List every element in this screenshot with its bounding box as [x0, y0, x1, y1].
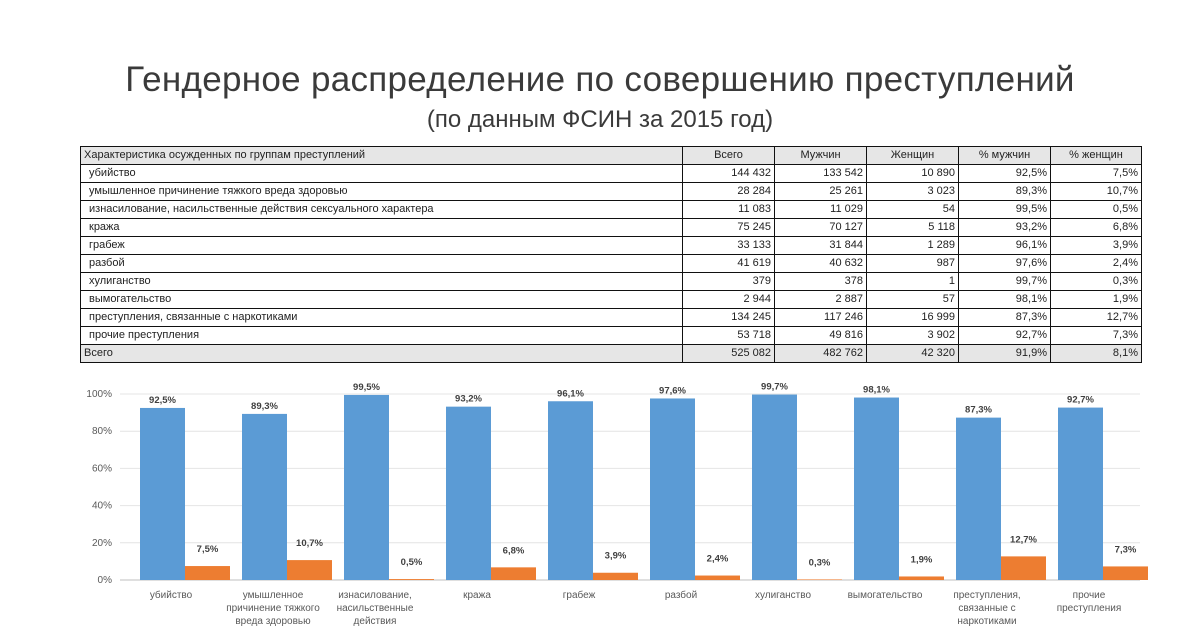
x-tick-label: преступления	[1056, 603, 1122, 614]
row-total: 11 083	[683, 201, 775, 219]
bar-women	[1001, 556, 1046, 580]
row-total: 41 619	[683, 255, 775, 273]
row-women-pct: 1,9%	[1051, 291, 1142, 309]
x-tick-label: действия	[353, 616, 397, 627]
row-name: кража	[81, 219, 683, 237]
row-men: 378	[775, 273, 867, 291]
data-label: 93,2%	[455, 393, 482, 405]
header-women-pct: % женщин	[1051, 147, 1142, 165]
row-men: 25 261	[775, 183, 867, 201]
x-tick-label: изнасилование,	[338, 590, 412, 601]
bar-women	[1103, 566, 1148, 580]
header-total: Всего	[683, 147, 775, 165]
row-total: 379	[683, 273, 775, 291]
row-men-pct: 93,2%	[959, 219, 1051, 237]
x-tick-label: причинение тяжкого	[226, 603, 320, 614]
bar-women	[899, 576, 944, 580]
page-subtitle: (по данным ФСИН за 2015 год)	[426, 106, 774, 133]
table-row	[81, 273, 1142, 291]
row-women-pct: 7,5%	[1051, 165, 1142, 183]
table-row	[81, 327, 1142, 345]
data-label: 99,7%	[761, 381, 788, 393]
row-men: 31 844	[775, 237, 867, 255]
row-women: 3 023	[867, 183, 959, 201]
row-women: 57	[867, 291, 959, 309]
row-name: прочие преступления	[81, 327, 683, 345]
x-tick-label: связанные с	[958, 603, 1016, 614]
total-name: Всего	[81, 345, 683, 363]
data-label: 87,3%	[965, 404, 992, 416]
row-men-pct: 99,7%	[959, 273, 1051, 291]
header-men: Мужчин	[775, 147, 867, 165]
data-table	[80, 146, 1142, 363]
x-tick-label: хулиганство	[754, 590, 812, 601]
row-women-pct: 6,8%	[1051, 219, 1142, 237]
row-total: 33 133	[683, 237, 775, 255]
row-men-pct: 96,1%	[959, 237, 1051, 255]
bar-women	[287, 560, 332, 580]
data-label: 96,1%	[557, 388, 584, 400]
y-tick-label: 60%	[91, 463, 112, 475]
table-total-row	[81, 345, 1142, 363]
table-row	[81, 165, 1142, 183]
row-men: 70 127	[775, 219, 867, 237]
y-tick-label: 40%	[91, 500, 112, 512]
table-row	[81, 219, 1142, 237]
bar-men	[548, 401, 593, 580]
row-women-pct: 0,3%	[1051, 273, 1142, 291]
row-women-pct: 2,4%	[1051, 255, 1142, 273]
row-name: разбой	[81, 255, 683, 273]
row-men-pct: 87,3%	[959, 309, 1051, 327]
row-men: 133 542	[775, 165, 867, 183]
row-name: вымогательство	[81, 291, 683, 309]
y-tick-label: 20%	[91, 537, 112, 549]
bar-women	[695, 576, 740, 580]
row-men: 11 029	[775, 201, 867, 219]
total-men-pct: 91,9%	[959, 345, 1051, 363]
row-men-pct: 89,3%	[959, 183, 1051, 201]
row-men: 2 887	[775, 291, 867, 309]
x-tick-label: убийство	[149, 590, 193, 601]
y-tick-label: 100%	[86, 389, 112, 400]
data-label: 7,3%	[1114, 544, 1137, 556]
table-header-row	[81, 147, 1142, 165]
row-men-pct: 92,5%	[959, 165, 1051, 183]
row-men-pct: 98,1%	[959, 291, 1051, 309]
table-row	[81, 255, 1142, 273]
row-name: грабеж	[81, 237, 683, 255]
data-label: 99,5%	[353, 381, 380, 393]
header-category: Характеристика осужденных по группам преступлений	[81, 147, 683, 165]
row-women-pct: 10,7%	[1051, 183, 1142, 201]
data-label: 2,4%	[706, 553, 729, 565]
data-label: 0,3%	[808, 557, 831, 569]
bar-men	[242, 414, 287, 580]
x-tick-label: грабеж	[562, 590, 596, 601]
total-women: 42 320	[867, 345, 959, 363]
y-tick-label: 0%	[97, 575, 112, 586]
header-men-pct: % мужчин	[959, 147, 1051, 165]
row-name: хулиганство	[81, 273, 683, 291]
bar-women	[593, 573, 638, 580]
row-men: 117 246	[775, 309, 867, 327]
data-label: 98,1%	[863, 384, 890, 396]
row-men: 40 632	[775, 255, 867, 273]
total-women-pct: 8,1%	[1051, 345, 1142, 363]
row-women: 10 890	[867, 165, 959, 183]
bar-men	[140, 408, 185, 580]
data-label: 89,3%	[251, 400, 278, 412]
data-label: 0,5%	[400, 557, 423, 569]
x-tick-label: разбой	[664, 590, 698, 601]
row-women: 16 999	[867, 309, 959, 327]
data-label: 3,9%	[604, 550, 627, 562]
bar-chart	[80, 380, 1150, 628]
x-tick-label: вымогательство	[847, 590, 923, 601]
row-women-pct: 7,3%	[1051, 327, 1142, 345]
bar-men	[1058, 408, 1103, 580]
x-tick-label: наркотиками	[957, 616, 1017, 627]
header-women: Женщин	[867, 147, 959, 165]
total-total: 525 082	[683, 345, 775, 363]
x-tick-label: вреда здоровью	[235, 616, 311, 627]
row-women-pct: 0,5%	[1051, 201, 1142, 219]
row-total: 53 718	[683, 327, 775, 345]
row-women: 1 289	[867, 237, 959, 255]
table-row	[81, 309, 1142, 327]
bar-men	[752, 395, 797, 580]
bar-women	[491, 567, 536, 580]
bar-men	[854, 398, 899, 580]
row-total: 75 245	[683, 219, 775, 237]
bar-women	[185, 566, 230, 580]
row-total: 28 284	[683, 183, 775, 201]
row-name: преступления, связанные с наркотиками	[81, 309, 683, 327]
row-women: 987	[867, 255, 959, 273]
y-tick-label: 80%	[91, 426, 112, 438]
data-label: 92,5%	[149, 394, 176, 406]
bar-men	[650, 398, 695, 580]
x-tick-label: преступления,	[953, 590, 1021, 601]
row-name: умышленное причинение тяжкого вреда здоровью	[81, 183, 683, 201]
x-tick-label: кража	[463, 590, 491, 601]
row-men-pct: 97,6%	[959, 255, 1051, 273]
x-tick-label: насильственные	[336, 603, 414, 614]
total-men: 482 762	[775, 345, 867, 363]
row-total: 134 245	[683, 309, 775, 327]
row-women: 3 902	[867, 327, 959, 345]
x-tick-label: прочие	[1072, 590, 1106, 601]
row-women-pct: 12,7%	[1051, 309, 1142, 327]
data-label: 6,8%	[502, 545, 525, 557]
row-women: 5 118	[867, 219, 959, 237]
data-label: 97,6%	[659, 385, 686, 397]
bar-men	[446, 407, 491, 580]
data-label: 12,7%	[1010, 534, 1037, 546]
x-tick-label: умышленное	[242, 590, 304, 601]
row-men: 49 816	[775, 327, 867, 345]
row-name: изнасилование, насильственные действия сексуального характера	[81, 201, 683, 219]
data-label: 92,7%	[1067, 394, 1094, 406]
row-total: 2 944	[683, 291, 775, 309]
row-total: 144 432	[683, 165, 775, 183]
data-label: 7,5%	[196, 544, 219, 556]
page-title: Гендерное распределение по совершению преступлений	[125, 60, 1075, 99]
row-men-pct: 92,7%	[959, 327, 1051, 345]
data-label: 10,7%	[296, 538, 323, 550]
row-women-pct: 3,9%	[1051, 237, 1142, 255]
table-row	[81, 201, 1142, 219]
bar-women	[389, 579, 434, 580]
bar-men	[956, 418, 1001, 580]
table-row	[81, 183, 1142, 201]
bar-men	[344, 395, 389, 580]
data-label: 1,9%	[910, 554, 933, 566]
table-row	[81, 291, 1142, 309]
table-row	[81, 237, 1142, 255]
row-men-pct: 99,5%	[959, 201, 1051, 219]
row-women: 54	[867, 201, 959, 219]
row-name: убийство	[81, 165, 683, 183]
bar-women	[797, 579, 842, 580]
row-women: 1	[867, 273, 959, 291]
